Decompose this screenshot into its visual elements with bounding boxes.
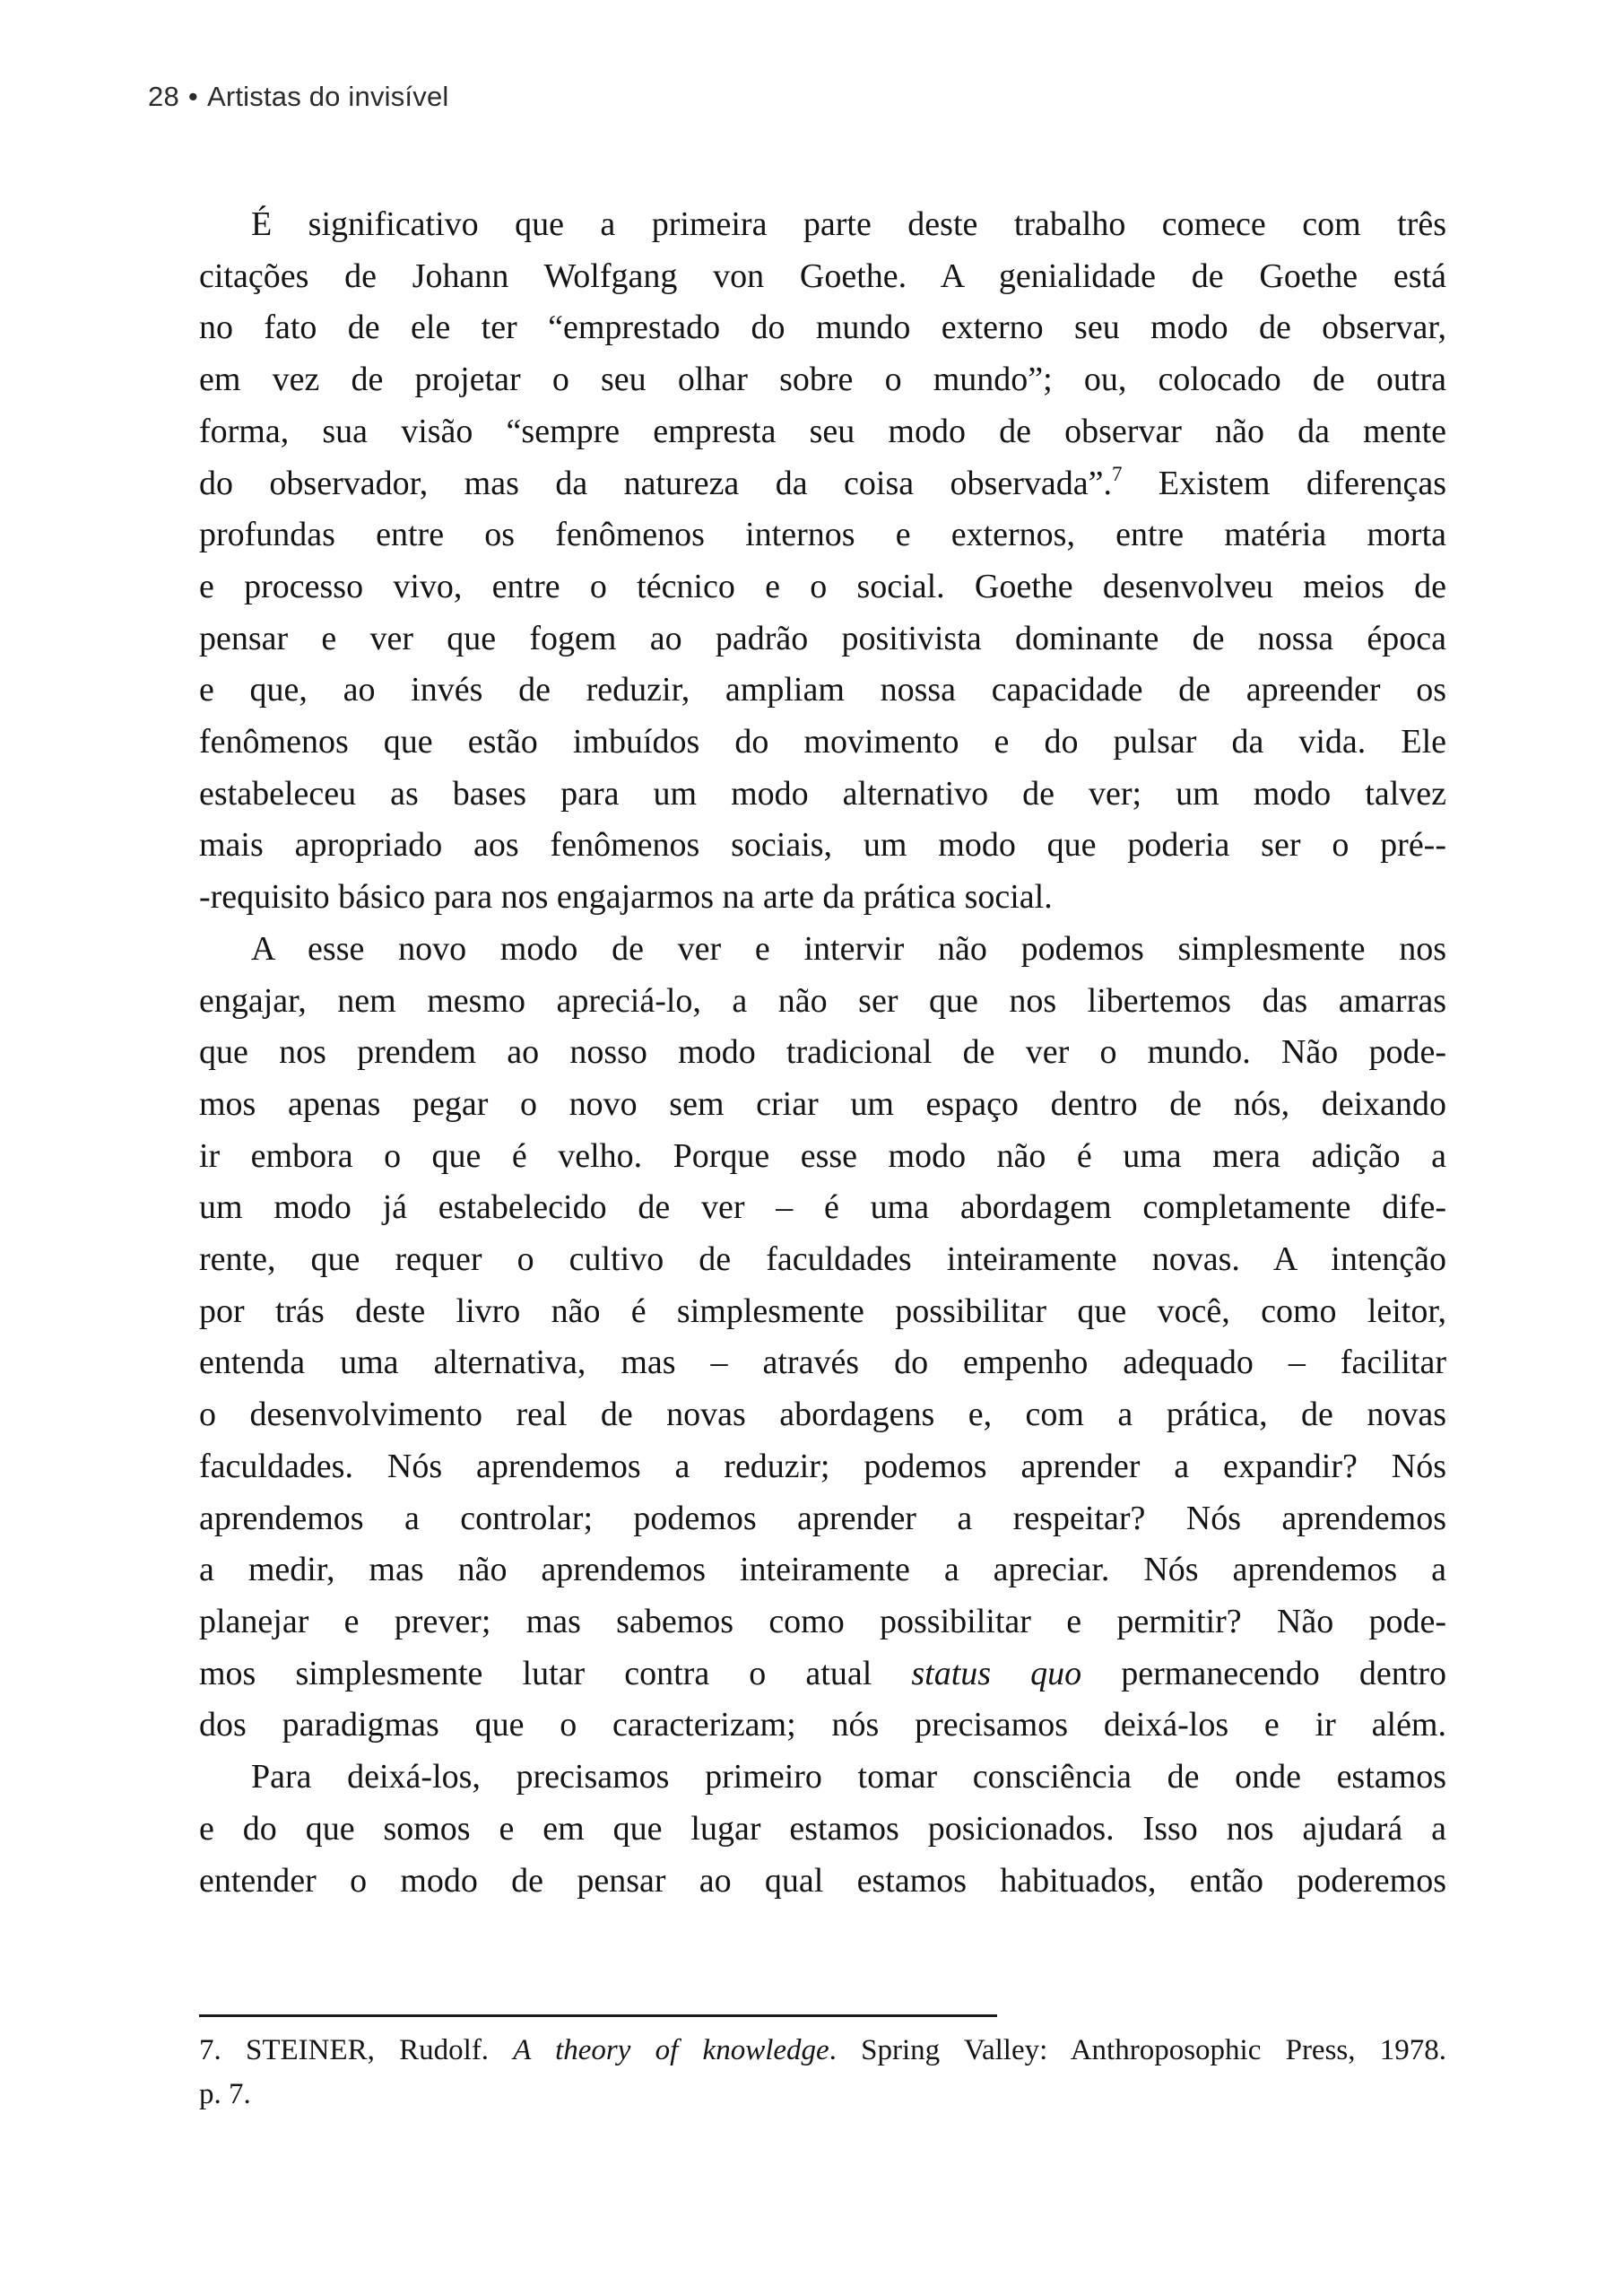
text-segment: engajar, nem mesmo apreciá-lo, a não ser que nos libertemos das amarras [199, 981, 1446, 1020]
text-line [199, 665, 1446, 717]
text-segment: entenda uma alternativa, mas – através do empenho adequado – facilitar [199, 1344, 1446, 1382]
text-line [199, 406, 1446, 458]
text-segment: forma, sua visão “sempre empresta seu modo de observar não da mente [199, 412, 1446, 450]
page-number: 28 [148, 81, 179, 112]
text-segment: mos simplesmente lutar contra o atual [199, 1654, 912, 1692]
text-line [199, 458, 1446, 510]
text-line [199, 1493, 1446, 1545]
text-segment: planejar e prever; mas sabemos como possibilitar e permitir? Não pode- [199, 1602, 1446, 1640]
text-segment: um modo já estabelecido de ver – é uma abordagem completamente dife- [199, 1188, 1446, 1227]
text-line [199, 820, 1446, 872]
text-line [199, 1131, 1446, 1183]
text-line [199, 1027, 1446, 1079]
text-line [199, 1234, 1446, 1286]
text-segment: a medir, mas não aprendemos inteiramente a apreciar. Nós aprendemos a [199, 1551, 1446, 1589]
text-segment: faculdades. Nós aprendemos a reduzir; podemos aprender a expandir? Nós [199, 1447, 1446, 1485]
text-line [199, 1648, 1446, 1700]
text-segment: status quo [911, 1654, 1082, 1692]
text-segment: profundas entre os fenômenos internos e externos, entre matéria morta [199, 516, 1446, 554]
text-segment: citações de Johann Wolfgang von Goethe. A genialidade de Goethe está [199, 257, 1446, 295]
text-segment: aprendemos a controlar; podemos aprender a respeitar? Nós aprendemos [199, 1499, 1446, 1537]
text-segment: mos apenas pegar o novo sem criar um espaço dentro de nós, deixando [199, 1084, 1446, 1123]
text-segment: estabeleceu as bases para um modo alternativo de ver; um modo talvez [199, 774, 1446, 813]
footnote [199, 2029, 1446, 2117]
text-segment: no fato de ele ter “emprestado do mundo externo seu modo de observar, [199, 309, 1446, 347]
text-line [199, 509, 1446, 561]
text-segment: e do que somos e em que lugar estamos posicionados. Isso nos ajudará a [199, 1809, 1446, 1848]
text-segment: em vez de projetar o seu olhar sobre o mundo”; ou, colocado de outra [199, 361, 1446, 399]
text-segment: fenômenos que estão imbuídos do movimento e do pulsar da vida. Ele [199, 723, 1446, 761]
text-line [199, 354, 1446, 406]
text-segment: dos paradigmas que o caracterizam; nós precisamos deixá-los e ir além. [199, 1706, 1446, 1744]
text-line [199, 717, 1446, 769]
text-segment: ir embora o que é velho. Porque esse modo não é uma mera adição a [199, 1136, 1446, 1175]
text-line [199, 2073, 1446, 2117]
page-body-text [199, 199, 1446, 1907]
text-segment: o desenvolvimento real de novas abordagens e, com a prática, de novas [199, 1396, 1446, 1434]
text-line [199, 251, 1446, 303]
text-line [199, 1182, 1446, 1234]
text-segment: Existem diferenças [1122, 464, 1446, 502]
text-segment: mais apropriado aos fenômenos sociais, um modo que poderia ser o pré-- [199, 826, 1446, 865]
text-line [199, 1079, 1446, 1131]
text-segment: A esse novo modo de ver e intervir não podemos simplesmente nos [251, 929, 1446, 968]
text-line [199, 561, 1446, 613]
text-segment: -requisito básico para nos engajarmos na arte da prática social. [199, 878, 1053, 917]
text-line [199, 1337, 1446, 1389]
text-line [199, 302, 1446, 354]
text-line [199, 2029, 1446, 2073]
text-segment: do observador, mas da natureza da coisa observada”. [199, 464, 1112, 502]
running-header [148, 81, 448, 113]
text-line [199, 1596, 1446, 1648]
text-segment: pensar e ver que fogem ao padrão positivista dominante de nossa época [199, 619, 1446, 657]
text-segment: permanecendo dentro [1081, 1654, 1446, 1692]
text-segment: 7. STEINER, Rudolf. [199, 2034, 514, 2066]
text-line [199, 976, 1446, 1028]
text-line [199, 1700, 1446, 1752]
text-segment: Para deixá-los, precisamos primeiro tomar consciência de onde estamos [251, 1758, 1446, 1796]
text-segment: É significativo que a primeira parte deste trabalho comece com três [251, 205, 1446, 243]
text-line [199, 1752, 1446, 1804]
text-segment: A theory of knowledge [513, 2034, 829, 2066]
text-line [199, 1286, 1446, 1338]
text-line [199, 872, 1446, 924]
text-segment: e que, ao invés de reduzir, ampliam nossa capacidade de apreender os [199, 671, 1446, 709]
footnote-rule [199, 2014, 997, 2017]
text-segment: rente, que requer o cultivo de faculdades inteiramente novas. A intenção [199, 1240, 1446, 1279]
text-segment: entender o modo de pensar ao qual estamos habituados, então poderemos [199, 1861, 1446, 1900]
text-line [199, 1804, 1446, 1856]
text-line [199, 1389, 1446, 1441]
text-line [199, 1856, 1446, 1908]
text-line [199, 199, 1446, 251]
text-line [199, 769, 1446, 821]
text-line [199, 1544, 1446, 1596]
text-segment: e processo vivo, entre o técnico e o social. Goethe desenvolveu meios de [199, 567, 1446, 605]
text-line [199, 1441, 1446, 1493]
paragraph [199, 924, 1446, 1752]
paragraph [199, 199, 1446, 924]
text-line [199, 613, 1446, 665]
text-segment: que nos prendem ao nosso modo tradicional de ver o mundo. Não pode- [199, 1033, 1446, 1072]
text-segment: . Spring Valley: Anthroposophic Press, 1978. [829, 2034, 1447, 2066]
text-segment: por trás deste livro não é simplesmente possibilitar que você, como leitor, [199, 1292, 1446, 1330]
text-segment: p. 7. [199, 2078, 251, 2110]
paragraph [199, 1752, 1446, 1907]
header-bullet-separator: • [187, 81, 198, 112]
book-title: Artistas do invisível [206, 81, 449, 112]
footnote-reference: 7 [1111, 462, 1123, 485]
text-line [199, 924, 1446, 976]
